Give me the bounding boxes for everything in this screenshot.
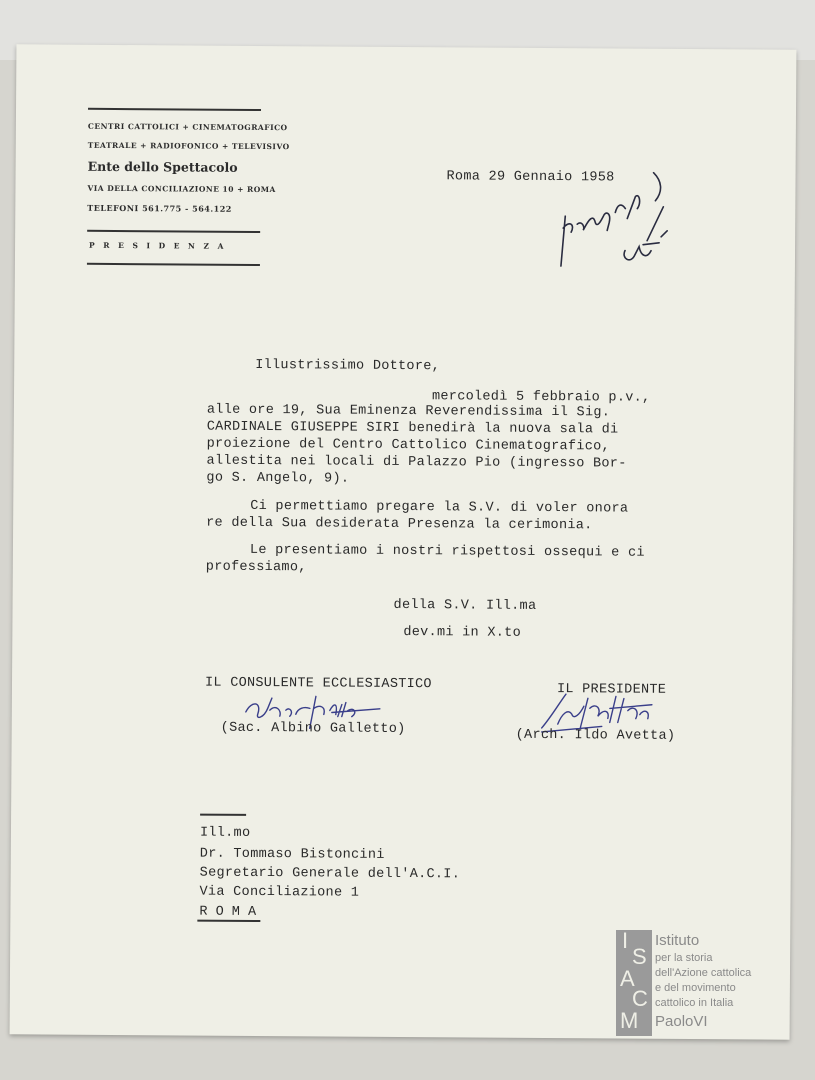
letterhead-top-rule xyxy=(88,108,261,111)
body-p1-line-3: CARDINALE GIUSEPPE SIRI benedirà la nuova sala di xyxy=(206,419,619,438)
recipient-line-2: Dr. Tommaso Bistoncini xyxy=(199,846,385,863)
left-signatory-title: IL CONSULENTE ECCLESIASTICO xyxy=(204,675,432,693)
handwritten-annotation xyxy=(555,166,681,277)
salutation: Illustrissimo Dottore, xyxy=(255,357,441,375)
letterhead-mid-rule xyxy=(87,230,260,233)
body-p1-line-1: mercoledì 5 febbraio p.v., xyxy=(431,389,651,406)
watermark-letter-i: I xyxy=(622,928,629,953)
letterhead-office: P R E S I D E N Z A xyxy=(89,240,227,251)
recipient-city: R O M A xyxy=(199,904,257,920)
left-signatory-name: (Sac. Albino Galletto) xyxy=(220,720,406,738)
recipient-line-3: Segretario Generale dell'A.C.I. xyxy=(199,865,461,883)
body-p3-line-1: Le presentiamo i nostri rispettosi ossequi e ci xyxy=(249,542,645,561)
right-signatory-title: IL PRESIDENTE xyxy=(556,682,667,698)
body-p1-line-2: alle ore 19, Sua Eminenza Reverendissima il Sig. xyxy=(206,402,611,421)
letterhead-line-2: TEATRALE + RADIOFONICO + TELEVISIVO xyxy=(87,140,290,152)
watermark-text-3: dell'Azione cattolica xyxy=(655,967,752,979)
recipient-rule xyxy=(200,814,246,816)
watermark-letter-m: M xyxy=(620,1008,639,1033)
letter-page xyxy=(10,44,797,1039)
body-p1-line-4: proiezione del Centro Cattolico Cinematografico, xyxy=(206,436,610,455)
watermark-text-6: PaoloVI xyxy=(655,1013,708,1030)
letterhead-org-name: Ente dello Spettacolo xyxy=(87,158,238,175)
letter-date: Roma 29 Gennaio 1958 xyxy=(446,169,615,186)
body-p1-line-6: go S. Angelo, 9). xyxy=(206,470,350,487)
watermark-letter-s: S xyxy=(632,944,647,969)
right-signatory-name: (Arch. Ildo Avetta) xyxy=(515,727,676,744)
closing-line-2: dev.mi in X.to xyxy=(403,625,522,641)
recipient-line-1: Ill.mo xyxy=(199,825,251,841)
watermark-text-2: per la storia xyxy=(655,952,713,964)
letterhead-bottom-rule xyxy=(87,263,260,266)
body-p2-line-2: re della Sua desiderata Presenza la cerimonia. xyxy=(206,515,593,534)
recipient-line-4: Via Conciliazione 1 xyxy=(199,884,360,901)
closing-line-1: della S.V. Ill.ma xyxy=(393,597,537,614)
recipient-city-underline xyxy=(197,920,260,922)
watermark-text-5: cattolico in Italia xyxy=(655,997,734,1009)
body-p3-line-2: professiamo, xyxy=(205,559,307,576)
watermark-letter-c: C xyxy=(632,986,648,1011)
letterhead-line-1: CENTRI CATTOLICI + CINEMATOGRAFICO xyxy=(87,121,288,133)
watermark-text-4: e del movimento xyxy=(655,982,736,994)
letterhead-phones: TELEFONI 561.775 - 564.122 xyxy=(87,202,232,214)
isacem-watermark-logo xyxy=(616,930,766,1038)
body-p1-line-5: allestita nei locali di Palazzo Pio (ingresso Bor- xyxy=(206,453,627,472)
body-p2-line-1: Ci permettiamo pregare la S.V. di voler onora xyxy=(250,498,629,517)
watermark-letter-a: A xyxy=(620,966,635,991)
letterhead-address: VIA DELLA CONCILIAZIONE 10 + ROMA xyxy=(87,183,276,195)
watermark-text-1: Istituto xyxy=(655,932,700,949)
